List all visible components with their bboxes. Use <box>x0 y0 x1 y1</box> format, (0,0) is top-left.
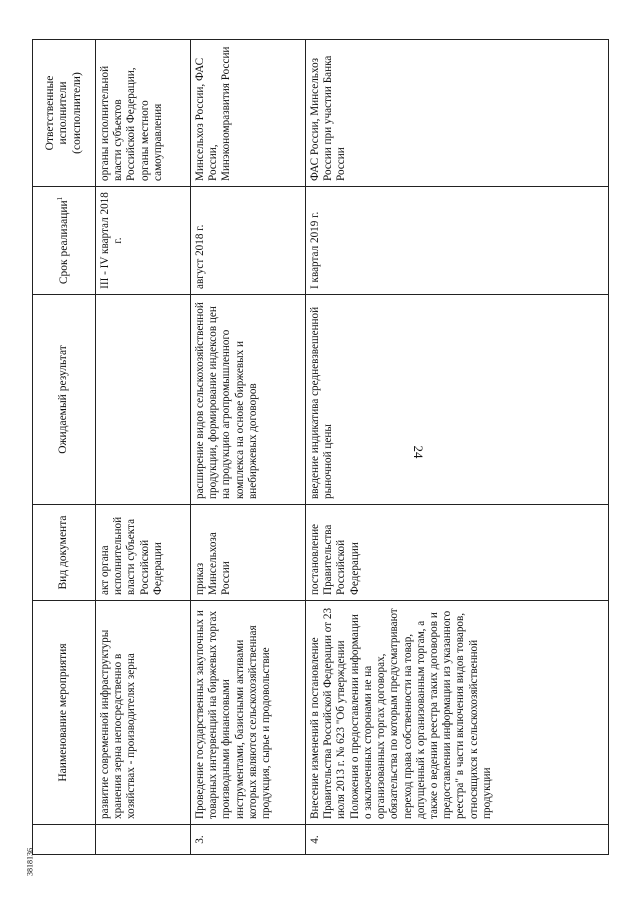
document-code: 3818136 <box>25 848 35 876</box>
rotated-page <box>32 40 607 855</box>
expected-result: расширение видов сельскохозяйственной продукции, формирование индексов цен на продукцию агропромышленного комплекса на основе биржевых и внебиржевых договоров <box>191 295 306 505</box>
header-row <box>33 40 96 855</box>
implementation-term: август 2018 г. <box>191 187 306 295</box>
header-term-label: Срок реализации <box>58 200 71 285</box>
measures-table <box>32 39 609 855</box>
measure-name: Проведение государственных закупочных и товарных интервенций на биржевых торгах производными финансовыми инструментами, базисными активами которых являются сельскохозяйственная продукция, сырье и продовольствие <box>191 601 306 825</box>
document-type: приказ Минсельхоза России <box>191 505 306 601</box>
row-number <box>96 825 191 855</box>
table-row <box>191 40 306 855</box>
header-term-footnote: 1 <box>56 196 65 201</box>
implementation-term: III - IV квартал 2018 г. <box>96 187 191 295</box>
responsible-executors: Минсельхоз России, ФАС России, Минэкономразвития России <box>191 40 306 187</box>
row-number: 3. <box>191 825 306 855</box>
row-number: 4. <box>306 825 609 855</box>
header-doc-type: Вид документа <box>33 505 96 601</box>
document-type: акт органа исполнительной власти субъекта Российской Федерации <box>96 505 191 601</box>
expected-result <box>96 295 191 505</box>
responsible-executors: ФАС России, Минсельхоз России при участии Банка России <box>306 40 609 187</box>
header-executors: Ответственные исполнители (соисполнители) <box>33 40 96 187</box>
table-row <box>306 40 609 855</box>
expected-result: введение индикатива средневзвешенной рыночной цены <box>306 295 609 505</box>
implementation-term: I квартал 2019 г. <box>306 187 609 295</box>
header-term <box>33 187 96 295</box>
header-num <box>33 825 96 855</box>
header-result: Ожидаемый результат <box>33 295 96 505</box>
measure-name: Внесение изменений в постановление Правительства Российской Федерации от 23 июля 2013 г. № 623 "Об утверждении Положения о предоставлении информации о заключенных сторонами не на организованных торгах договорах, обязательства по которым предусматривают переход права собственности на товар, допущенный к организованным торгам, а также о ведении реестра таких договоров и предоставлении информации из указанного реестра" в части включения видов товаров, относящихся к сельскохозяйственной продукции <box>306 601 609 825</box>
table-row <box>96 40 191 855</box>
document-type: постановление Правительства Российской Федерации <box>306 505 609 601</box>
responsible-executors: органы исполнительной власти субъектов Российской Федерации, органы местного самоуправления <box>96 40 191 187</box>
table-stage <box>32 40 607 855</box>
measure-name: развитие современной инфраструктуры хранения зерна непосредственно в хозяйствах - производителях зерна <box>96 601 191 825</box>
page-number: 24 <box>411 445 426 459</box>
header-name: Наименование мероприятия <box>33 601 96 825</box>
